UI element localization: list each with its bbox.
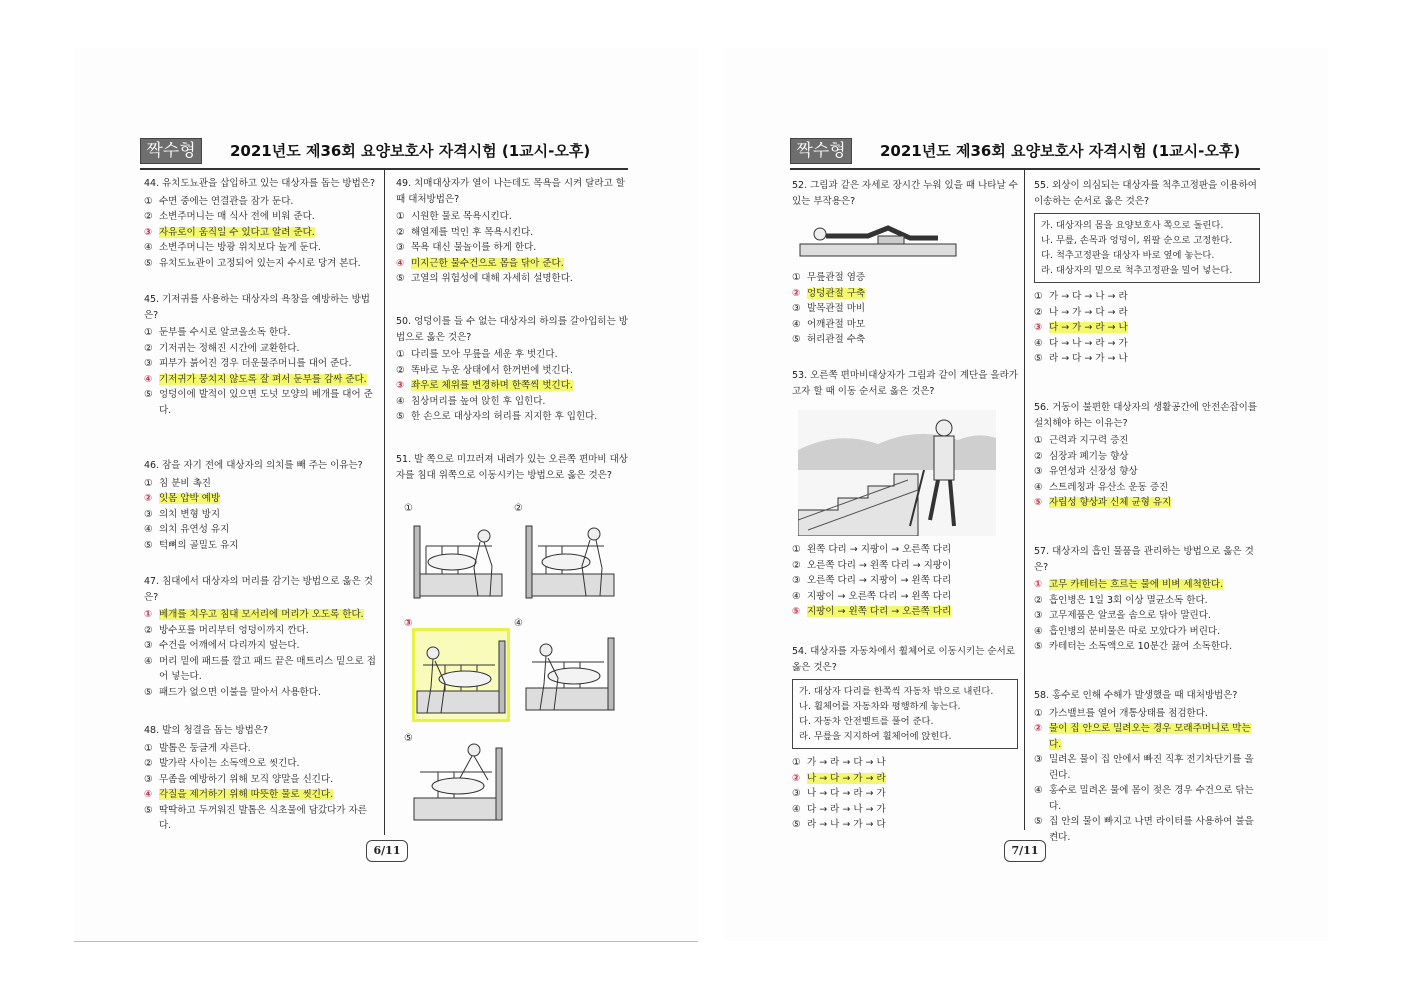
option-3[interactable]: ③ 유연성과 신장성 향상 bbox=[1034, 466, 1138, 477]
option-4-marked[interactable]: ④ 각질을 제거하기 위해 따뜻한 물로 씻긴다. bbox=[144, 789, 334, 800]
option-4[interactable]: ④ 흡인병의 분비물은 따로 모았다가 버린다. bbox=[1034, 625, 1221, 637]
exam-title: 2021년도 제36회 요양보호사 자격시험 (1교시-오후) bbox=[230, 142, 591, 160]
option-4[interactable]: ④ 홍수로 밀려온 물에 몸이 젖은 경우 수건으로 닦는다. bbox=[1034, 785, 1254, 812]
bed-figure-2 bbox=[524, 516, 616, 604]
question-52-options bbox=[792, 270, 1018, 348]
option-3-marked[interactable]: ③ 다 → 가 → 라 → 나 bbox=[1034, 322, 1128, 333]
page-7 bbox=[724, 48, 1328, 941]
question-44 bbox=[144, 176, 376, 271]
box-line: 라. 대상자의 밑으로 척추고정판을 밀어 넣는다. bbox=[1041, 265, 1233, 276]
option-3[interactable]: ③ 의치 변형 방지 bbox=[144, 508, 221, 520]
question-stem: 45. 기저귀를 사용하는 대상자의 욕창을 예방하는 방법은? bbox=[144, 294, 370, 321]
option-1[interactable]: ① 수면 중에는 연결관을 잠가 둔다. bbox=[144, 195, 294, 207]
option-4[interactable]: ④ 침상머리를 높여 앉힌 후 입힌다. bbox=[396, 395, 546, 407]
option-5[interactable]: ⑤ 한 손으로 대상자의 허리를 지지한 후 입힌다. bbox=[396, 411, 598, 422]
exam-title: 2021년도 제36회 요양보호사 자격시험 (1교시-오후) bbox=[880, 142, 1241, 160]
question-56 bbox=[1034, 400, 1260, 511]
question-46 bbox=[144, 458, 376, 553]
option-5[interactable]: ⑤ 턱뼈의 골밀도 유지 bbox=[144, 539, 239, 551]
box-line: 가. 대상자 다리를 한쪽씩 자동차 밖으로 내린다. bbox=[799, 686, 994, 697]
option-4[interactable]: ④ 다 → 나 → 라 → 가 bbox=[1034, 337, 1128, 349]
sequence-box bbox=[1034, 213, 1260, 283]
box-line: 나. 무릎, 손목과 엉덩이, 위팔 순으로 고정한다. bbox=[1041, 235, 1233, 246]
option-1[interactable]: ① 근력과 지구력 증진 bbox=[1034, 435, 1129, 446]
question-48 bbox=[144, 723, 376, 834]
option-1[interactable]: ① 둔부를 수시로 알코올소독 한다. bbox=[144, 327, 291, 338]
option-1-marked[interactable]: ① 고무 카테터는 흐르는 물에 비벼 세척한다. bbox=[1034, 579, 1224, 590]
sequence-box bbox=[792, 679, 1018, 749]
question-51 bbox=[396, 452, 630, 485]
option-4[interactable]: ④ 어깨관절 마모 bbox=[792, 318, 866, 330]
option-1[interactable]: ① 시원한 물로 목욕시킨다. bbox=[396, 211, 512, 222]
option-3[interactable]: ③ 피부가 붉어진 경우 더운물주머니를 대어 준다. bbox=[144, 358, 352, 369]
bed-figure-1 bbox=[412, 516, 504, 604]
figure-label-3-marked[interactable]: ③ bbox=[404, 618, 413, 629]
bed-figure-4 bbox=[524, 628, 616, 716]
option-2[interactable]: ② 해열제를 먹인 후 목욕시킨다. bbox=[396, 226, 534, 238]
box-line: 나. 휠체어를 자동차와 평행하게 놓는다. bbox=[799, 701, 961, 712]
option-5[interactable]: ⑤ 라 → 나 → 가 → 다 bbox=[792, 819, 886, 830]
option-4-marked[interactable]: ④ 미지근한 물수건으로 몸을 닦아 준다. bbox=[396, 257, 564, 269]
option-4[interactable]: ④ 의치 유연성 유지 bbox=[144, 524, 230, 535]
lying-figure bbox=[798, 218, 958, 262]
option-3-marked[interactable]: ③ 좌우로 체위를 변경하며 한쪽씩 벗긴다. bbox=[396, 380, 573, 391]
option-1[interactable]: ① 왼쪽 다리 → 지팡이 → 오른쪽 다리 bbox=[792, 544, 952, 555]
question-53 bbox=[792, 368, 1018, 401]
question-50 bbox=[396, 314, 630, 425]
page-header bbox=[140, 138, 628, 168]
option-2[interactable]: ② 기저귀는 정해진 시간에 교환한다. bbox=[144, 342, 300, 354]
option-2[interactable]: ② 발가락 사이는 소독액으로 씻긴다. bbox=[144, 758, 300, 769]
question-52 bbox=[792, 178, 1018, 211]
option-5[interactable]: ⑤ 엉덩이에 발적이 있으면 도넛 모양의 베개를 대어 준다. bbox=[144, 389, 373, 416]
bed-figure-3-marked bbox=[412, 628, 510, 722]
option-1[interactable]: ① 가스밸브를 열어 개통상태를 점검한다. bbox=[1034, 707, 1208, 719]
figure-label-4[interactable]: ④ bbox=[514, 618, 523, 629]
bed-figure-5 bbox=[412, 740, 504, 828]
question-stem: 56. 거동이 불편한 대상자의 생활공간에 안전손잡이를 설치해야 하는 이유는? bbox=[1034, 402, 1257, 429]
option-2[interactable]: ② 소변주머니는 매 식사 전에 비워 준다. bbox=[144, 211, 315, 222]
question-stem: 49. 치매대상자가 열이 나는데도 목욕을 시켜 달라고 할 때 대처방법은? bbox=[396, 178, 625, 205]
page-number: 6/11 bbox=[366, 840, 408, 862]
page-number: 7/11 bbox=[1004, 840, 1046, 862]
question-58 bbox=[1034, 688, 1260, 845]
option-5[interactable]: ⑤ 집 안의 물이 빠지고 나면 라이터를 사용하여 불을 켠다. bbox=[1034, 816, 1254, 843]
option-5[interactable]: ⑤ 카테터는 소독액으로 10분간 끓여 소독한다. bbox=[1034, 641, 1233, 652]
question-stem: 54. 대상자를 자동차에서 휠체어로 이동시키는 순서로 옳은 것은? bbox=[792, 646, 1015, 673]
option-5[interactable]: ⑤ 딱딱하고 두꺼워진 발톱은 식초물에 담갔다가 자른다. bbox=[144, 804, 367, 831]
question-53-options bbox=[792, 542, 1018, 620]
option-5-marked[interactable]: ⑤ 지팡이 → 왼쪽 다리 → 오른쪽 다리 bbox=[792, 606, 952, 617]
question-49 bbox=[396, 176, 630, 287]
option-4[interactable]: ④ 소변주머니는 방광 위치보다 높게 둔다. bbox=[144, 242, 321, 253]
option-3-marked[interactable]: ③ 자유로이 움직일 수 있다고 알려 준다. bbox=[144, 226, 315, 238]
option-5[interactable]: ⑤ 고열의 위험성에 대해 자세히 설명한다. bbox=[396, 273, 573, 284]
question-stem: 48. 발의 청결을 돕는 방법은? bbox=[144, 725, 268, 736]
option-3[interactable]: ③ 발목관절 마비 bbox=[792, 303, 866, 314]
question-stem: 50. 엉덩이를 들 수 없는 대상자의 하의를 갈아입히는 방법으로 옳은 것은? bbox=[396, 316, 628, 343]
option-3[interactable]: ③ 수건을 어깨에서 다리까지 덮는다. bbox=[144, 640, 300, 651]
figure-label-1[interactable]: ① bbox=[404, 503, 413, 514]
option-3[interactable]: ③ 밀려온 물이 집 안에서 빠진 직후 전기차단기를 올린다. bbox=[1034, 754, 1254, 781]
option-1[interactable]: ① 다리를 모아 무릎을 세운 후 벗긴다. bbox=[396, 349, 558, 360]
option-4[interactable]: ④ 다 → 라 → 나 → 가 bbox=[792, 803, 886, 815]
box-line: 다. 척추고정판을 대상자 바로 옆에 놓는다. bbox=[1041, 250, 1215, 261]
option-1[interactable]: ① 가 → 라 → 다 → 나 bbox=[792, 757, 886, 768]
option-1[interactable]: ① 무릎관절 염증 bbox=[792, 272, 866, 283]
question-45 bbox=[144, 292, 376, 418]
question-stem: 46. 잠을 자기 전에 대상자의 의치를 빼 주는 이유는? bbox=[144, 460, 363, 471]
question-stem: 47. 침대에서 대상자의 머리를 감기는 방법으로 옳은 것은? bbox=[144, 576, 373, 603]
question-stem: 52. 그림과 같은 자세로 장시간 누워 있을 때 나타날 수 있는 부작용은? bbox=[792, 180, 1018, 207]
page-6 bbox=[74, 48, 698, 942]
option-2[interactable]: ② 똑바로 누운 상태에서 한꺼번에 벗긴다. bbox=[396, 364, 573, 376]
option-4-marked[interactable]: ④ 기저귀가 뭉치지 않도록 잘 펴서 둔부를 감싸 준다. bbox=[144, 373, 367, 385]
option-1[interactable]: ① 가 → 다 → 나 → 라 bbox=[1034, 291, 1128, 302]
option-3[interactable]: ③ 목욕 대신 물놀이를 하게 한다. bbox=[396, 242, 537, 253]
form-type-tag: 짝수형 bbox=[790, 138, 852, 164]
question-55 bbox=[1034, 178, 1260, 367]
option-1-marked[interactable]: ① 베개를 치우고 침대 모서리에 머리가 오도록 한다. bbox=[144, 609, 364, 620]
box-line: 다. 자동차 안전벨트를 풀어 준다. bbox=[799, 716, 934, 727]
option-5[interactable]: ⑤ 허리관절 수축 bbox=[792, 334, 866, 345]
option-4[interactable]: ④ 스트레칭과 유산소 운동 증진 bbox=[1034, 481, 1169, 493]
box-line: 라. 무릎을 지지하여 휠체어에 앉힌다. bbox=[799, 731, 952, 742]
option-2-marked[interactable]: ② 나 → 다 → 가 → 라 bbox=[792, 772, 886, 784]
figure-label-2[interactable]: ② bbox=[514, 503, 523, 514]
question-54 bbox=[792, 644, 1018, 833]
column-divider bbox=[384, 170, 385, 835]
option-2[interactable]: ② 오른쪽 다리 → 왼쪽 다리 → 지팡이 bbox=[792, 559, 952, 571]
question-stem: 57. 대상자의 흡인 물품을 관리하는 방법으로 옳은 것은? bbox=[1034, 546, 1254, 573]
question-stem: 51. 발 쪽으로 미끄러져 내려가 있는 오른쪽 편마비 대상자를 침대 위쪽으로 이동시키는 방법으로 옳은 것은? bbox=[396, 454, 628, 481]
question-57 bbox=[1034, 544, 1260, 655]
option-1[interactable]: ① 침 분비 촉진 bbox=[144, 477, 211, 489]
question-stem: 55. 외상이 의심되는 대상자를 척추고정판을 이용하여 이송하는 순서로 옳은 것은? bbox=[1034, 180, 1257, 207]
option-5[interactable]: ⑤ 패드가 없으면 이불을 말아서 사용한다. bbox=[144, 686, 321, 698]
option-2[interactable]: ② 나 → 가 → 다 → 라 bbox=[1034, 306, 1128, 318]
option-5[interactable]: ⑤ 라 → 다 → 가 → 나 bbox=[1034, 353, 1128, 364]
header-rule bbox=[790, 168, 1260, 170]
figure-label-5[interactable]: ⑤ bbox=[404, 733, 413, 744]
question-stem: 44. 유치도뇨관을 삽입하고 있는 대상자를 돕는 방법은? bbox=[144, 178, 375, 189]
question-47 bbox=[144, 574, 376, 700]
option-2-marked[interactable]: ② 물이 집 안으로 밀려오는 경우 모래주머니로 막는다. bbox=[1034, 723, 1251, 750]
option-3[interactable]: ③ 나 → 다 → 라 → 가 bbox=[792, 788, 886, 799]
stairs-figure bbox=[798, 410, 996, 536]
option-4[interactable]: ④ 머리 밑에 패드를 깔고 패드 끝은 매트리스 밑으로 접어 넣는다. bbox=[144, 655, 376, 682]
option-3[interactable]: ③ 오른쪽 다리 → 지팡이 → 왼쪽 다리 bbox=[792, 575, 952, 586]
option-2-marked[interactable]: ② 잇몸 압박 예방 bbox=[144, 493, 221, 504]
option-5-marked[interactable]: ⑤ 자립성 향상과 신체 균형 유지 bbox=[1034, 497, 1172, 508]
option-3[interactable]: ③ 고무제품은 알코올 솜으로 닦아 말린다. bbox=[1034, 610, 1211, 621]
form-type-tag: 짝수형 bbox=[140, 138, 202, 164]
option-2[interactable]: ② 흡인병은 1일 3회 이상 멸균소독 한다. bbox=[1034, 594, 1208, 606]
option-2[interactable]: ② 방수포를 머리부터 엉덩이까지 깐다. bbox=[144, 624, 309, 636]
question-stem: 53. 오른쪽 편마비대상자가 그림과 같이 계단을 올라가고자 할 때 이동 순서로 옳은 것은? bbox=[792, 370, 1018, 397]
page-header bbox=[790, 138, 1260, 168]
option-3[interactable]: ③ 무좀을 예방하기 위해 모직 양말을 신긴다. bbox=[144, 773, 334, 785]
option-5[interactable]: ⑤ 유치도뇨관이 고정되어 있는지 수시로 당겨 본다. bbox=[144, 257, 361, 269]
option-2-marked[interactable]: ② 엉덩관절 구축 bbox=[792, 287, 866, 299]
box-line: 가. 대상자의 몸을 요양보호사 쪽으로 돌린다. bbox=[1041, 220, 1224, 231]
column-divider bbox=[1024, 170, 1025, 830]
option-4[interactable]: ④ 지팡이 → 오른쪽 다리 → 왼쪽 다리 bbox=[792, 590, 952, 602]
option-2[interactable]: ② 심장과 폐기능 향상 bbox=[1034, 450, 1129, 462]
option-1[interactable]: ① 발톱은 둥글게 자른다. bbox=[144, 742, 251, 754]
question-stem: 58. 홍수로 인해 수해가 발생했을 때 대처방법은? bbox=[1034, 690, 1238, 701]
